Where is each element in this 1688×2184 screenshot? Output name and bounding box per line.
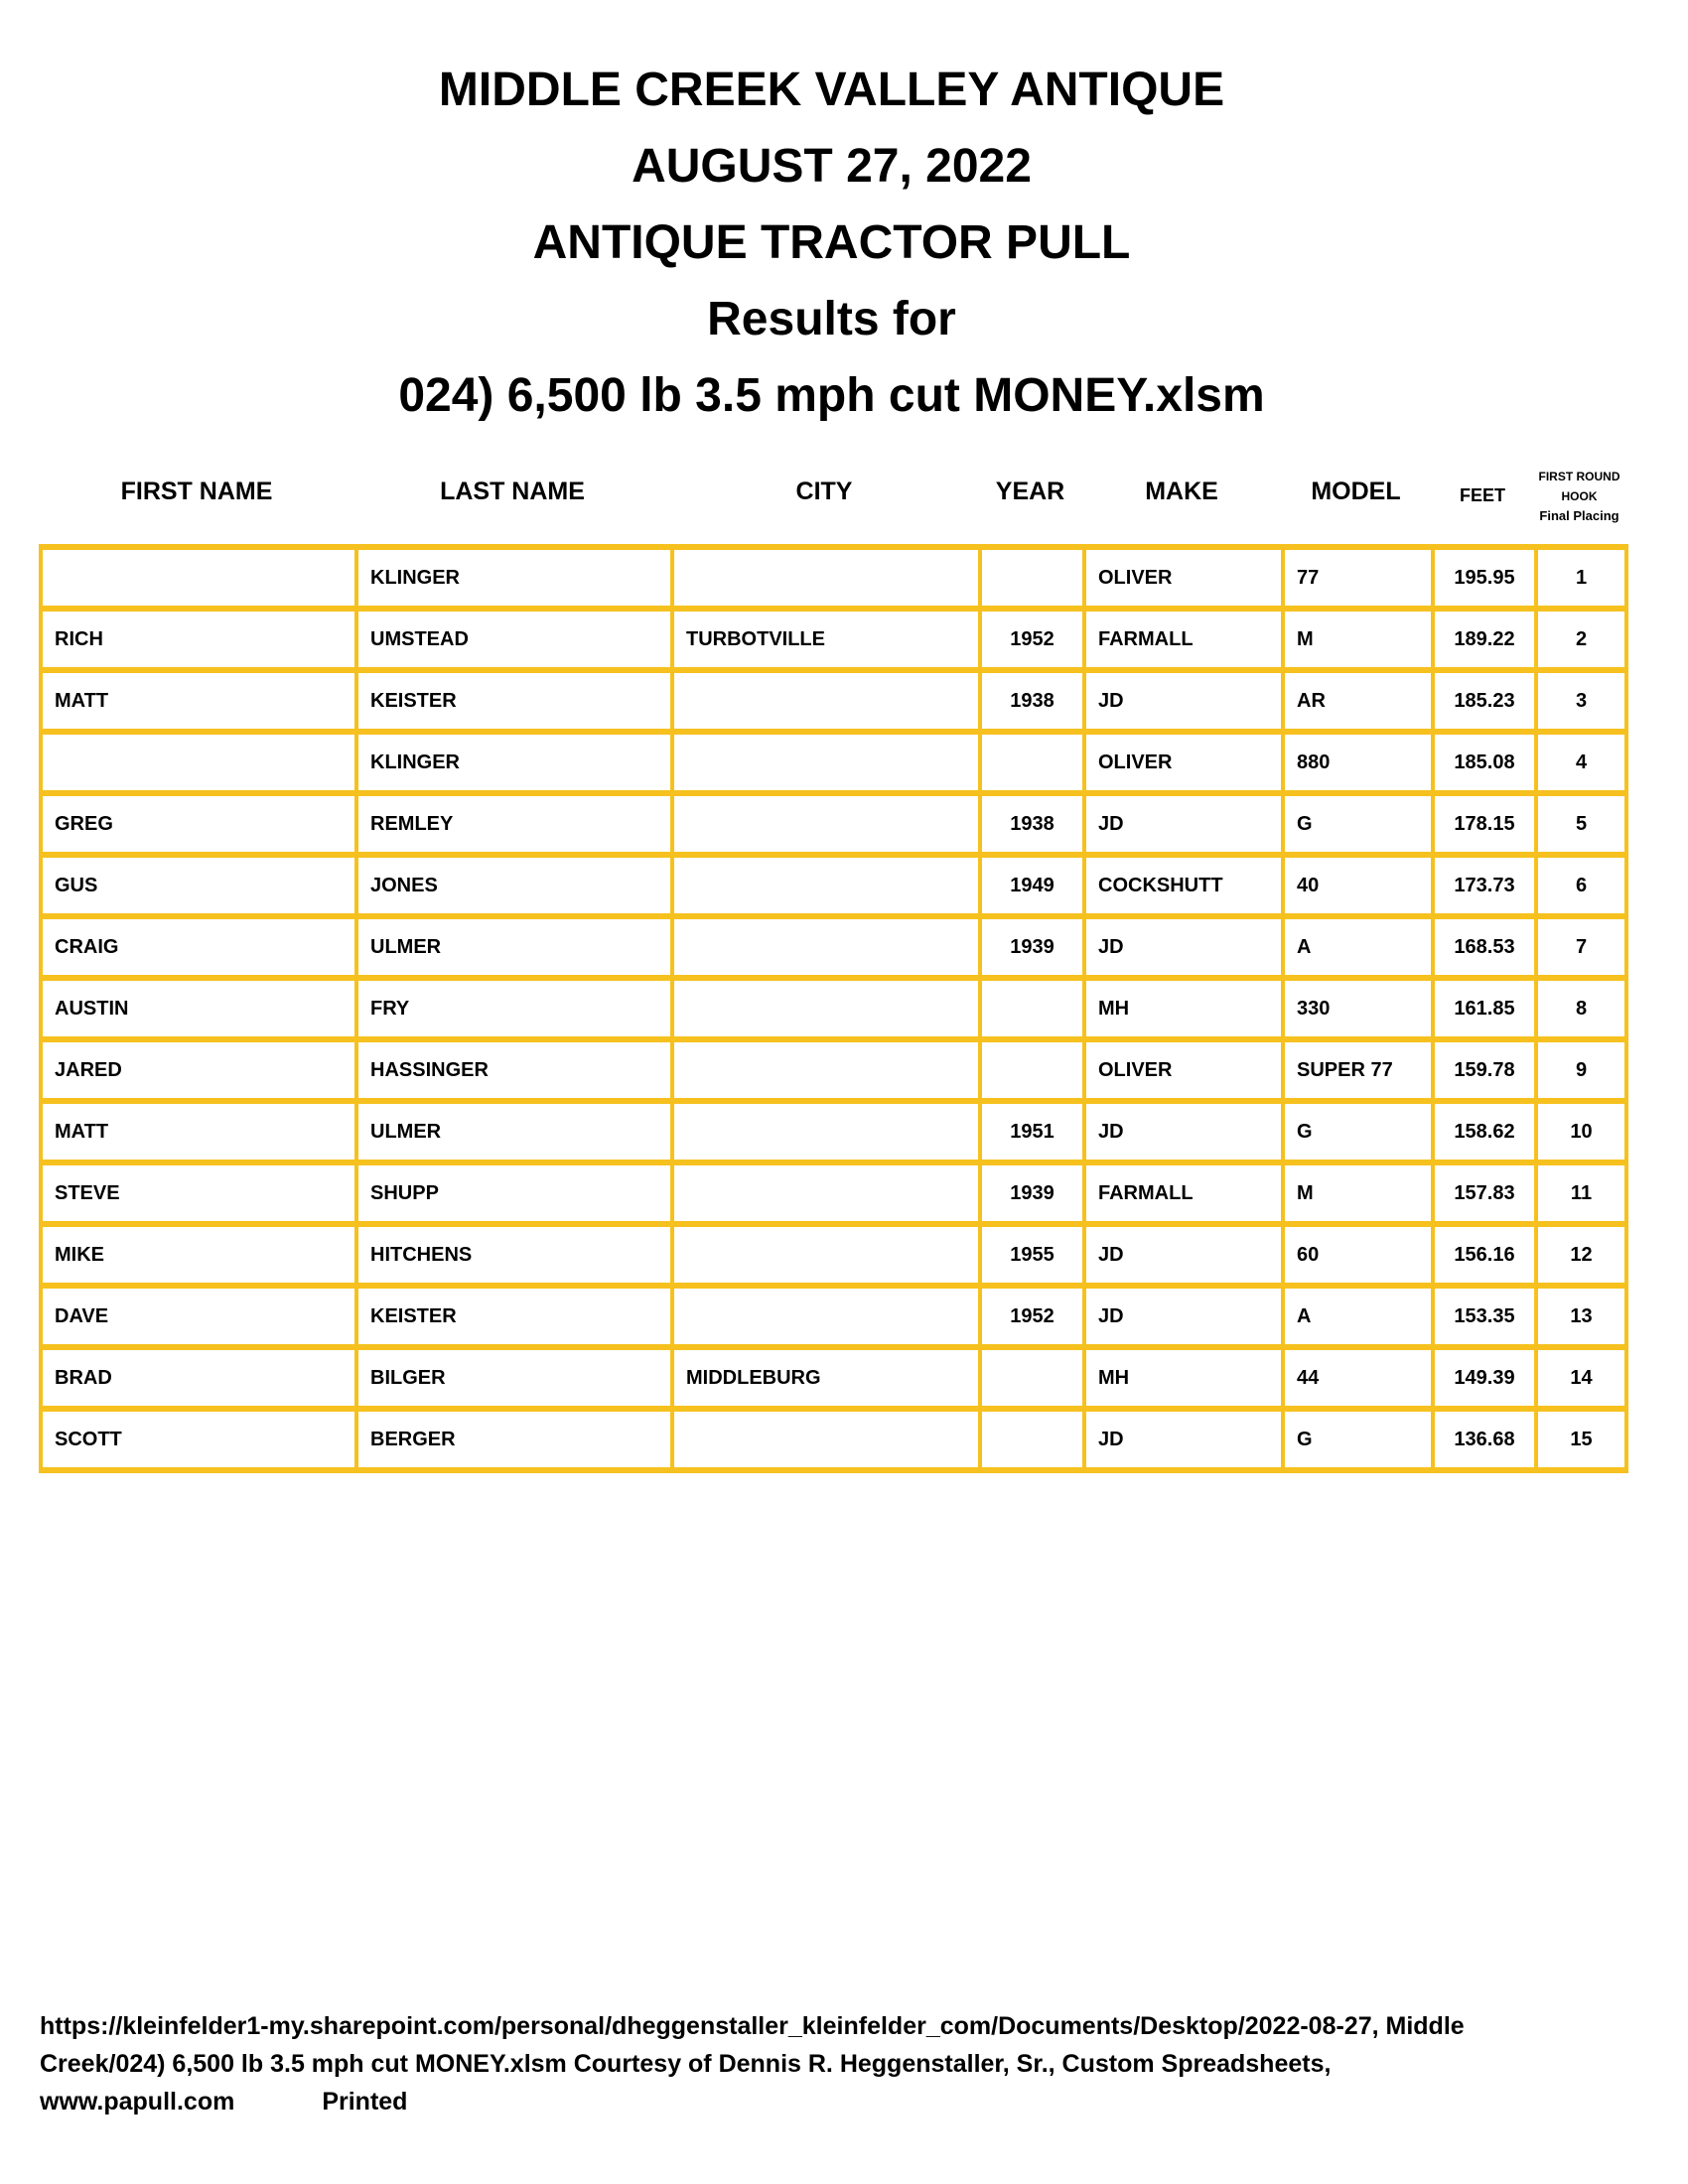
cell-feet: 153.35 <box>1433 1286 1536 1347</box>
cell-model: G <box>1283 793 1433 855</box>
cell-hook: 15 <box>1536 1409 1626 1470</box>
cell-last-name: UMSTEAD <box>356 609 672 670</box>
cell-first-name <box>41 547 356 609</box>
cell-city <box>672 1039 980 1101</box>
cell-hook: 3 <box>1536 670 1626 732</box>
cell-last-name: HASSINGER <box>356 1039 672 1101</box>
cell-year <box>980 1347 1084 1409</box>
cell-feet: 173.73 <box>1433 855 1536 916</box>
title-results-for: Results for <box>707 293 956 345</box>
cell-city <box>672 793 980 855</box>
cell-year <box>980 1409 1084 1470</box>
column-header-first-round-hook <box>1534 467 1624 530</box>
column-header-last-name: LAST NAME <box>440 478 585 505</box>
cell-last-name: FRY <box>356 978 672 1039</box>
cell-model: SUPER 77 <box>1283 1039 1433 1101</box>
footer-path-line1: https://kleinfelder1-my.sharepoint.com/personal/dheggenstaller_kleinfelder_com/Documents/Desktop/2022-08-27, Middle <box>40 2012 1465 2040</box>
cell-feet: 185.23 <box>1433 670 1536 732</box>
cell-hook: 10 <box>1536 1101 1626 1162</box>
cell-feet: 178.15 <box>1433 793 1536 855</box>
table-row <box>41 670 1626 732</box>
cell-make: MH <box>1084 1347 1283 1409</box>
cell-feet: 185.08 <box>1433 732 1536 793</box>
cell-first-name: MATT <box>41 1101 356 1162</box>
footer-website: www.papull.com <box>40 2088 235 2116</box>
cell-city <box>672 1162 980 1224</box>
footer <box>40 2007 1658 2120</box>
cell-make: OLIVER <box>1084 732 1283 793</box>
cell-model: AR <box>1283 670 1433 732</box>
table-row <box>41 1101 1626 1162</box>
cell-feet: 157.83 <box>1433 1162 1536 1224</box>
cell-model: M <box>1283 609 1433 670</box>
table-row <box>41 547 1626 609</box>
cell-last-name: KLINGER <box>356 732 672 793</box>
cell-model: G <box>1283 1409 1433 1470</box>
cell-first-name: MIKE <box>41 1224 356 1286</box>
cell-model: A <box>1283 1286 1433 1347</box>
cell-feet: 189.22 <box>1433 609 1536 670</box>
cell-last-name: KEISTER <box>356 1286 672 1347</box>
footer-printed-label: Printed <box>322 2088 408 2116</box>
cell-hook: 11 <box>1536 1162 1626 1224</box>
column-header-model: MODEL <box>1311 478 1401 505</box>
cell-year: 1955 <box>980 1224 1084 1286</box>
column-header-make: MAKE <box>1145 478 1218 505</box>
cell-last-name: HITCHENS <box>356 1224 672 1286</box>
cell-hook: 9 <box>1536 1039 1626 1101</box>
cell-hook: 14 <box>1536 1347 1626 1409</box>
cell-make: OLIVER <box>1084 1039 1283 1101</box>
cell-first-name <box>41 732 356 793</box>
cell-model: M <box>1283 1162 1433 1224</box>
cell-year: 1952 <box>980 609 1084 670</box>
cell-city <box>672 1101 980 1162</box>
column-header-city: CITY <box>795 478 853 505</box>
table-header-row <box>39 459 1624 544</box>
cell-year: 1951 <box>980 1101 1084 1162</box>
cell-first-name: MATT <box>41 670 356 732</box>
cell-hook: 8 <box>1536 978 1626 1039</box>
cell-city <box>672 1286 980 1347</box>
footer-path-line2: Creek/024) 6,500 lb 3.5 mph cut MONEY.xlsm Courtesy of Dennis R. Heggenstaller, Sr., Custom Spreadsheets, <box>40 2050 1332 2078</box>
cell-first-name: GUS <box>41 855 356 916</box>
cell-model: G <box>1283 1101 1433 1162</box>
cell-hook: 12 <box>1536 1224 1626 1286</box>
cell-hook: 4 <box>1536 732 1626 793</box>
title-event-date: AUGUST 27, 2022 <box>632 140 1032 193</box>
column-header-hook-line1: FIRST ROUND <box>1538 470 1620 483</box>
cell-year: 1939 <box>980 1162 1084 1224</box>
table-row <box>41 1039 1626 1101</box>
cell-year <box>980 547 1084 609</box>
table-row <box>41 732 1626 793</box>
cell-make: JD <box>1084 1286 1283 1347</box>
cell-city <box>672 916 980 978</box>
cell-last-name: ULMER <box>356 916 672 978</box>
cell-model: 330 <box>1283 978 1433 1039</box>
cell-make: FARMALL <box>1084 609 1283 670</box>
cell-hook: 7 <box>1536 916 1626 978</box>
cell-make: JD <box>1084 670 1283 732</box>
cell-first-name: JARED <box>41 1039 356 1101</box>
column-header-hook-line2: HOOK <box>1561 489 1598 503</box>
footer-line3 <box>40 2083 1658 2120</box>
title-event-type: ANTIQUE TRACTOR PULL <box>532 216 1131 269</box>
table-row <box>41 916 1626 978</box>
cell-model: 880 <box>1283 732 1433 793</box>
cell-city: TURBOTVILLE <box>672 609 980 670</box>
cell-year <box>980 1039 1084 1101</box>
cell-feet: 156.16 <box>1433 1224 1536 1286</box>
cell-feet: 149.39 <box>1433 1347 1536 1409</box>
cell-last-name: REMLEY <box>356 793 672 855</box>
cell-hook: 13 <box>1536 1286 1626 1347</box>
cell-make: COCKSHUTT <box>1084 855 1283 916</box>
cell-first-name: SCOTT <box>41 1409 356 1470</box>
cell-model: 44 <box>1283 1347 1433 1409</box>
results-table <box>39 544 1628 1473</box>
cell-first-name: BRAD <box>41 1347 356 1409</box>
cell-hook: 5 <box>1536 793 1626 855</box>
cell-city <box>672 1224 980 1286</box>
cell-feet: 136.68 <box>1433 1409 1536 1470</box>
cell-year: 1938 <box>980 793 1084 855</box>
cell-year: 1939 <box>980 916 1084 978</box>
cell-city: MIDDLEBURG <box>672 1347 980 1409</box>
cell-last-name: JONES <box>356 855 672 916</box>
table-row <box>41 793 1626 855</box>
table-row <box>41 1224 1626 1286</box>
cell-make: JD <box>1084 1224 1283 1286</box>
cell-first-name: RICH <box>41 609 356 670</box>
title-event-name: MIDDLE CREEK VALLEY ANTIQUE <box>438 64 1225 116</box>
cell-year <box>980 732 1084 793</box>
cell-last-name: KLINGER <box>356 547 672 609</box>
cell-make: JD <box>1084 916 1283 978</box>
cell-feet: 159.78 <box>1433 1039 1536 1101</box>
table-row <box>41 978 1626 1039</box>
cell-first-name: STEVE <box>41 1162 356 1224</box>
table-row <box>41 609 1626 670</box>
cell-city <box>672 670 980 732</box>
cell-model: A <box>1283 916 1433 978</box>
cell-make: OLIVER <box>1084 547 1283 609</box>
cell-make: FARMALL <box>1084 1162 1283 1224</box>
cell-model: 40 <box>1283 855 1433 916</box>
cell-first-name: GREG <box>41 793 356 855</box>
cell-make: JD <box>1084 1409 1283 1470</box>
table-row <box>41 1162 1626 1224</box>
column-header-first-name: FIRST NAME <box>120 478 273 505</box>
cell-make: JD <box>1084 1101 1283 1162</box>
cell-hook: 1 <box>1536 547 1626 609</box>
cell-last-name: SHUPP <box>356 1162 672 1224</box>
cell-model: 60 <box>1283 1224 1433 1286</box>
column-header-final-placing: Final Placing <box>1539 508 1619 523</box>
cell-first-name: CRAIG <box>41 916 356 978</box>
cell-year: 1949 <box>980 855 1084 916</box>
cell-last-name: BERGER <box>356 1409 672 1470</box>
column-header-year: YEAR <box>995 478 1065 505</box>
table-row <box>41 1347 1626 1409</box>
cell-city <box>672 855 980 916</box>
cell-make: MH <box>1084 978 1283 1039</box>
cell-year: 1938 <box>980 670 1084 732</box>
column-header-feet: FEET <box>1459 485 1505 505</box>
cell-feet: 168.53 <box>1433 916 1536 978</box>
cell-first-name: DAVE <box>41 1286 356 1347</box>
cell-hook: 2 <box>1536 609 1626 670</box>
document-title-block <box>39 52 1624 434</box>
cell-last-name: ULMER <box>356 1101 672 1162</box>
cell-feet: 195.95 <box>1433 547 1536 609</box>
cell-city <box>672 732 980 793</box>
cell-city <box>672 978 980 1039</box>
cell-hook: 6 <box>1536 855 1626 916</box>
table-row <box>41 855 1626 916</box>
cell-feet: 161.85 <box>1433 978 1536 1039</box>
cell-last-name: BILGER <box>356 1347 672 1409</box>
cell-year: 1952 <box>980 1286 1084 1347</box>
title-class-filename: 024) 6,500 lb 3.5 mph cut MONEY.xlsm <box>398 369 1265 422</box>
cell-last-name: KEISTER <box>356 670 672 732</box>
cell-city <box>672 1409 980 1470</box>
table-row <box>41 1286 1626 1347</box>
cell-first-name: AUSTIN <box>41 978 356 1039</box>
cell-feet: 158.62 <box>1433 1101 1536 1162</box>
table-row <box>41 1409 1626 1470</box>
cell-make: JD <box>1084 793 1283 855</box>
cell-city <box>672 547 980 609</box>
cell-model: 77 <box>1283 547 1433 609</box>
cell-year <box>980 978 1084 1039</box>
